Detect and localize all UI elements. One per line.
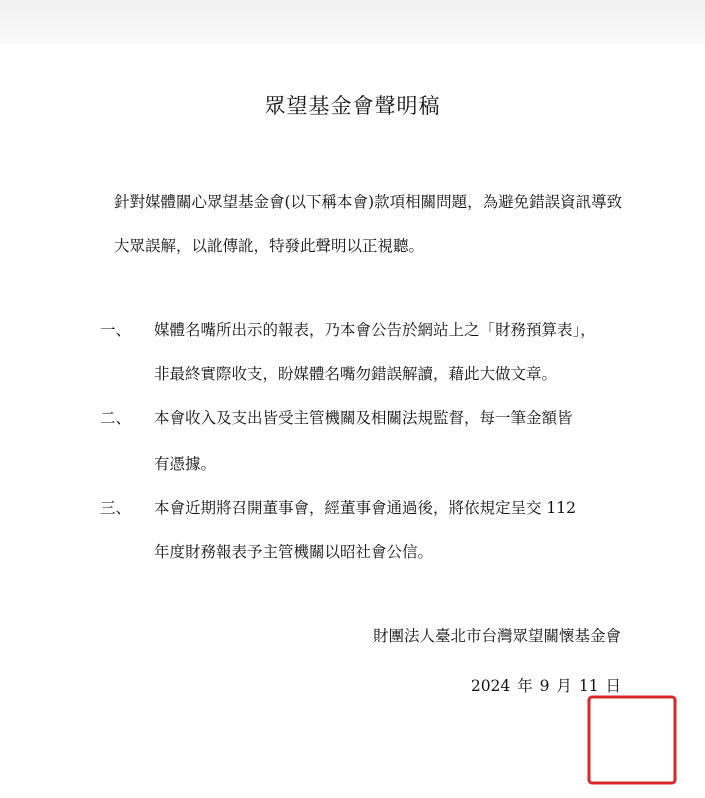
signature-date: 2024 年 9 月 11 日 (470, 677, 621, 695)
signature-organization: 財團法人臺北市台灣眾望關懷基金會 (372, 627, 621, 645)
seal-border (589, 697, 675, 783)
item-line: 年度財務報表予主管機關以昭社會公信。 (154, 543, 434, 561)
official-seal (586, 694, 678, 786)
item-line: 本會收入及支出皆受主管機關及相關法規監督，每一筆金額皆 (154, 409, 573, 427)
intro-paragraph: 針對媒體關心眾望基金會(以下稱本會)款項相關問題，為避免錯誤資訊導致大眾誤解，以訛傳訛，特發此聲明以正視聽。 (114, 193, 623, 255)
item-line: 有憑據。 (154, 455, 217, 473)
item-line: 非最終實際收支，盼媒體名嘴勿錯誤解讀，藉此大做文章。 (154, 365, 558, 383)
item-number: 三、 (100, 499, 132, 517)
item-number: 一、 (100, 321, 132, 339)
item-number: 二、 (100, 409, 132, 427)
item-line: 本會近期將召開董事會，經董事會通過後，將依規定呈交 112 (154, 499, 577, 517)
document-title: 眾望基金會聲明稿 (264, 94, 441, 118)
item-line: 媒體名嘴所出示的報表，乃本會公告於網站上之「財務預算表」， (154, 321, 596, 339)
page-top-band (0, 0, 705, 44)
